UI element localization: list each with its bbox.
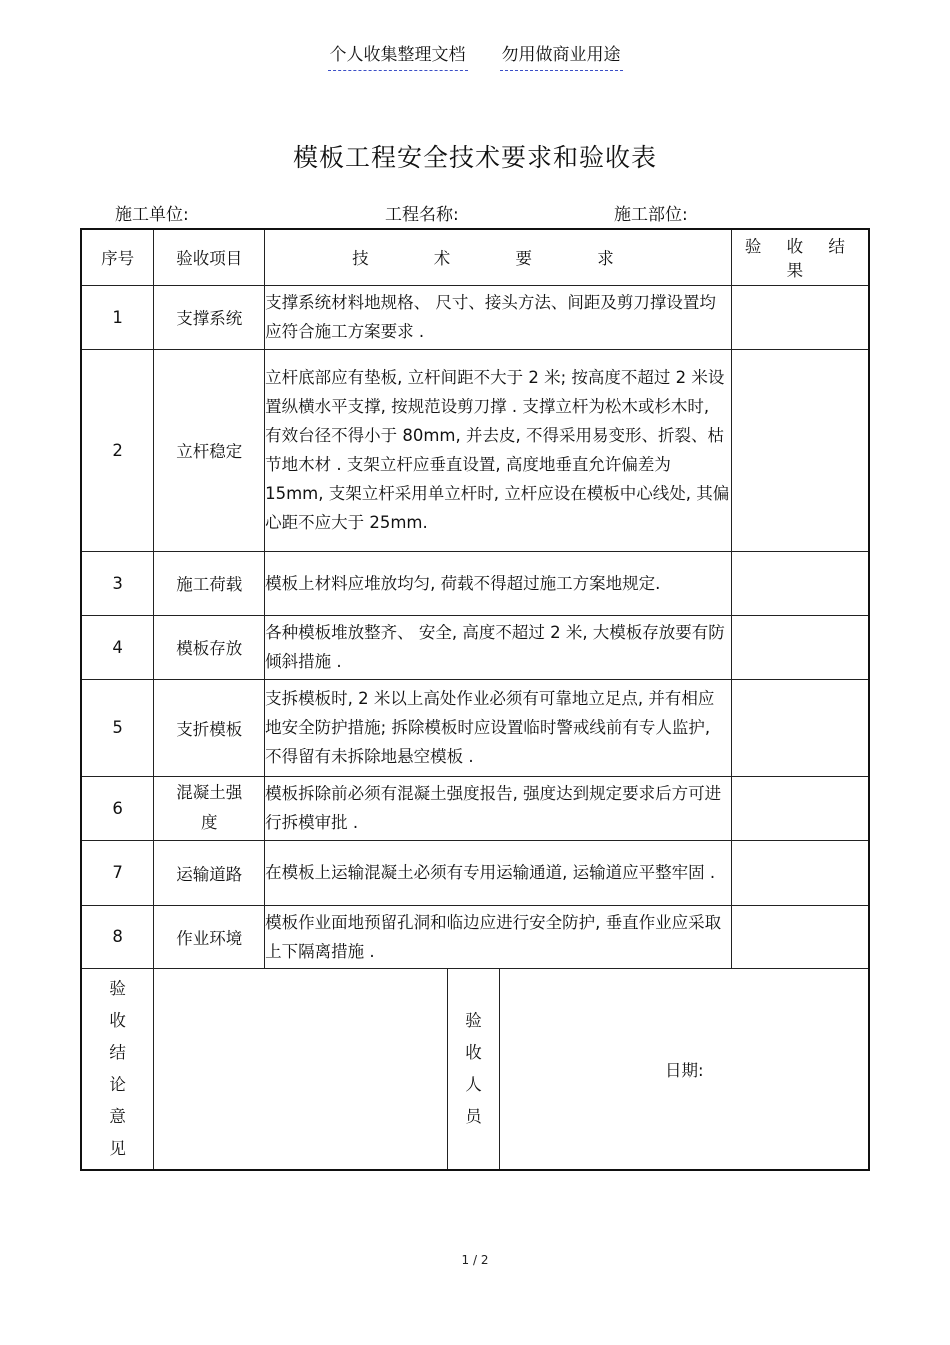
row-item: 作业环境 — [154, 905, 265, 968]
row-no: 8 — [81, 905, 154, 968]
table-header-row — [81, 229, 869, 285]
row-result-cell[interactable] — [731, 679, 869, 776]
row-result-cell[interactable] — [731, 349, 869, 551]
row-result-cell[interactable] — [731, 551, 869, 615]
row-item: 立杆稳定 — [154, 349, 265, 551]
row-no: 7 — [81, 840, 154, 905]
row-item: 模板存放 — [154, 615, 265, 679]
table-row — [81, 679, 869, 776]
header-left-text: 个人收集整理文档 — [328, 45, 468, 71]
table-row — [81, 615, 869, 679]
row-item: 支撑系统 — [154, 285, 265, 349]
construction-unit-label: 施工单位: — [115, 205, 189, 225]
row-result-cell[interactable] — [731, 776, 869, 840]
conclusion-field[interactable] — [154, 968, 447, 1170]
row-result-cell[interactable] — [731, 615, 869, 679]
header-item: 验收项目 — [154, 229, 265, 285]
header-requirements: 技 术 要 求 — [265, 229, 732, 285]
row-no: 4 — [81, 615, 154, 679]
header-result: 验 收 结 果 — [731, 229, 869, 285]
inspection-table — [80, 228, 870, 1171]
row-no: 5 — [81, 679, 154, 776]
row-no: 6 — [81, 776, 154, 840]
table-row — [81, 551, 869, 615]
row-requirement: 各种模板堆放整齐、 安全, 高度不超过 2 米, 大模板存放要有防倾斜措施 . — [265, 615, 732, 679]
row-result-cell[interactable] — [731, 905, 869, 968]
header-right-text: 勿用做商业用途 — [500, 45, 623, 71]
header-no: 序号 — [81, 229, 154, 285]
table-row — [81, 776, 869, 840]
page-header — [0, 40, 950, 65]
row-requirement: 立杆底部应有垫板, 立杆间距不大于 2 米; 按高度不超过 2 米设置纵横水平支撑, 按规范设剪刀撑 . 支撑立杆为松木或杉木时, 有效台径不得小于 80mm, 并去皮, 不得采用易变形、折裂、枯节地木材 . 支架立杆应垂直设置, 高度地垂直允许偏差为 15mm, 支架立杆采用单立杆时, 立杆应设在模板中心线处, 其偏心距不应大于 25mm. — [265, 349, 732, 551]
table-row — [81, 840, 869, 905]
row-requirement: 模板上材料应堆放均匀, 荷载不得超过施工方案地规定. — [265, 551, 732, 615]
table-row — [81, 349, 869, 551]
table-row — [81, 285, 869, 349]
row-item: 混凝土强度 — [154, 776, 265, 840]
inspector-field[interactable] — [500, 968, 869, 1170]
row-item: 支折模板 — [154, 679, 265, 776]
date-label: 日期: — [664, 1060, 704, 1080]
row-requirement: 模板拆除前必须有混凝土强度报告, 强度达到规定要求后方可进行拆模审批 . — [265, 776, 732, 840]
row-no: 1 — [81, 285, 154, 349]
document-title: 模板工程安全技术要求和验收表 — [292, 143, 657, 172]
row-requirement: 模板作业面地预留孔洞和临边应进行安全防护, 垂直作业应采取上下隔离措施 . — [265, 905, 732, 968]
conclusion-label: 验 收 结 论 意 见 — [81, 968, 154, 1170]
row-result-cell[interactable] — [731, 840, 869, 905]
row-requirement: 支撑系统材料地规格、 尺寸、接头方法、间距及剪刀撑设置均应符合施工方案要求 . — [265, 285, 732, 349]
inspector-label: 验 收 人 员 — [447, 968, 500, 1170]
conclusion-row — [81, 968, 869, 1170]
row-requirement: 支拆模板时, 2 米以上高处作业必须有可靠地立足点, 并有相应地安全防护措施; 拆除模板时应设置临时警戒线前有专人监护, 不得留有未拆除地悬空模板 . — [265, 679, 732, 776]
row-no: 2 — [81, 349, 154, 551]
project-name-label: 工程名称: — [385, 205, 459, 225]
row-result-cell[interactable] — [731, 285, 869, 349]
row-item: 运输道路 — [154, 840, 265, 905]
row-requirement: 在模板上运输混凝土必须有专用运输通道, 运输道应平整牢固 . — [265, 840, 732, 905]
row-item: 施工荷载 — [154, 551, 265, 615]
table-row — [81, 905, 869, 968]
page-number: 1 / 2 — [461, 1253, 489, 1267]
row-no: 3 — [81, 551, 154, 615]
construction-part-label: 施工部位: — [614, 205, 688, 225]
